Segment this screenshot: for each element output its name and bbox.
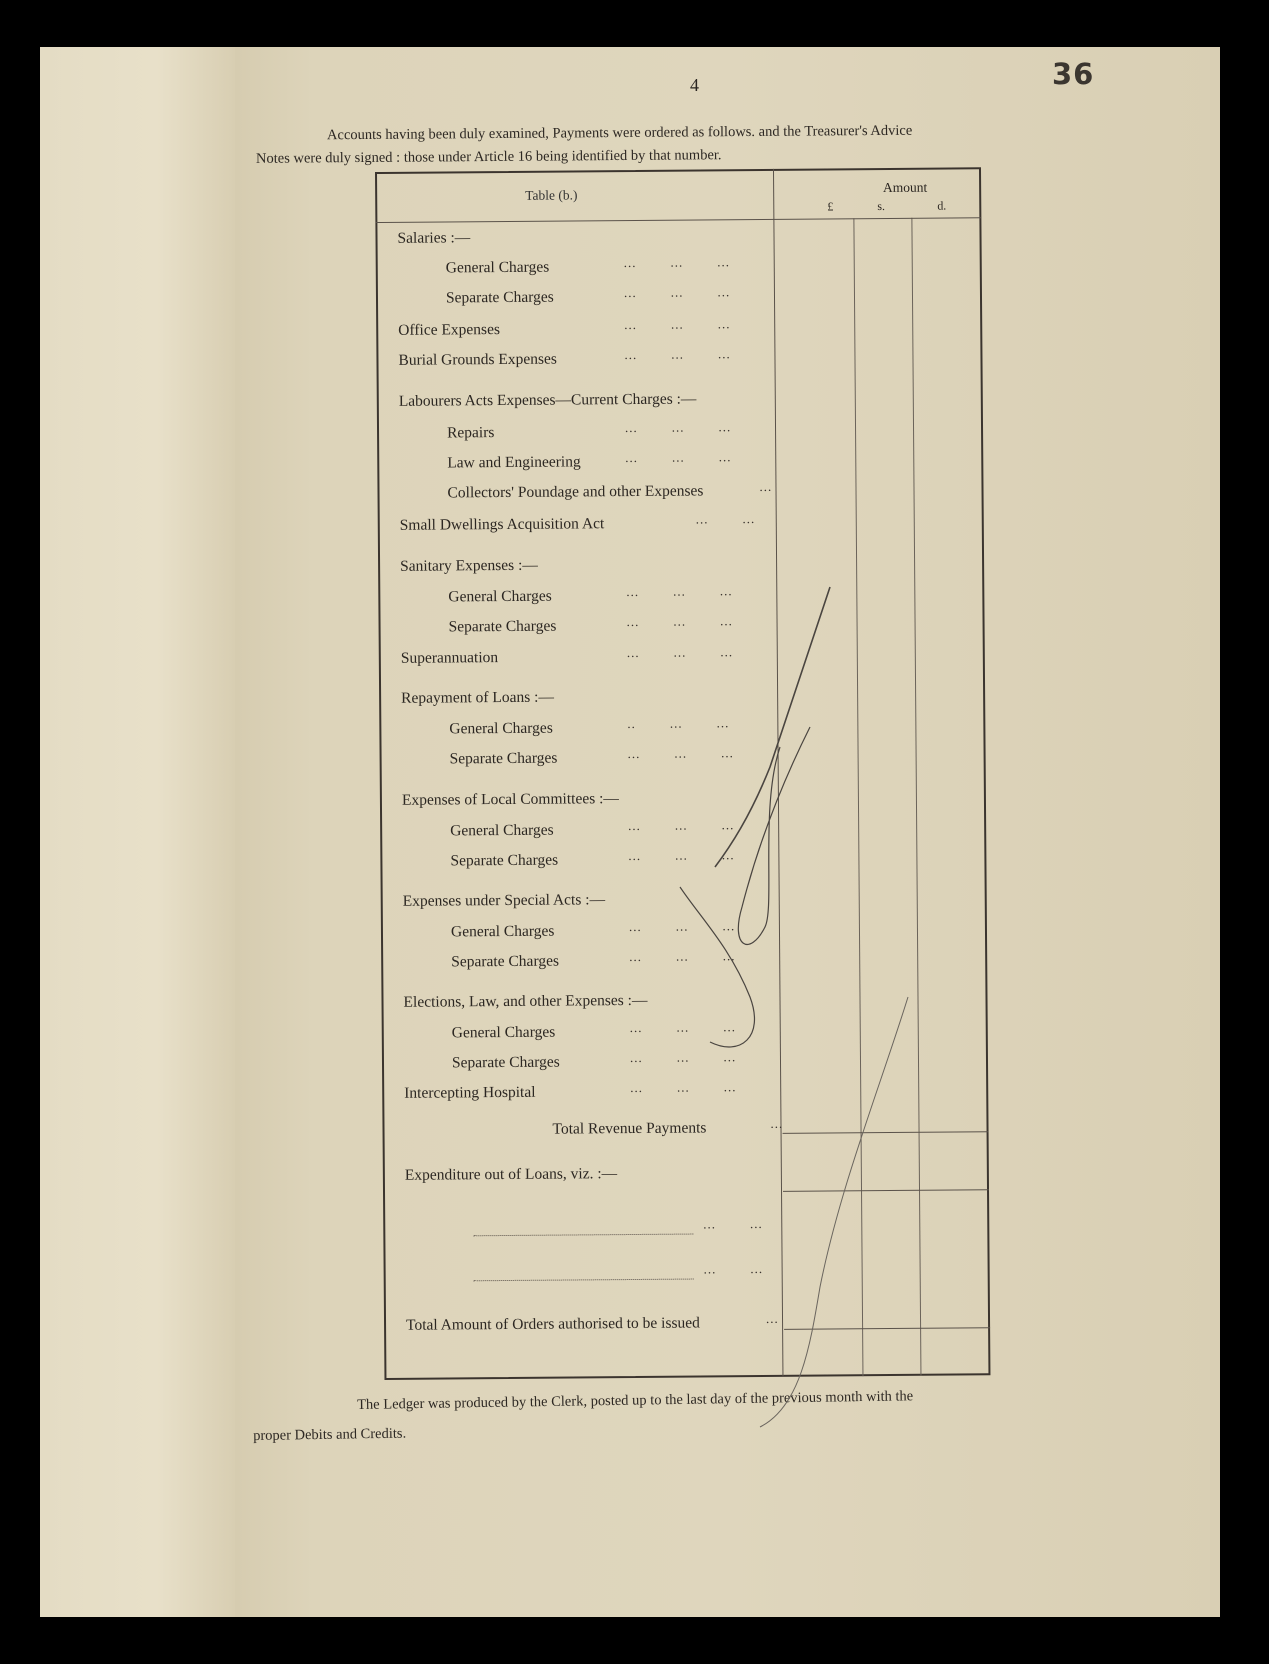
row-label: Office Expenses [398, 321, 501, 339]
row-label: Burial Grounds Expenses [398, 350, 557, 369]
leader-dots: ... ... ... [628, 817, 735, 834]
unit-pounds: £ [827, 199, 834, 214]
table-row [380, 789, 780, 818]
row-label: Total Amount of Orders authorised to be issued [405, 1314, 700, 1334]
row-label: General Charges [450, 821, 554, 840]
table-row [384, 1260, 784, 1293]
row-label: Superannuation [400, 649, 499, 667]
row-label: Separate Charges [448, 617, 557, 636]
row-label: Separate Charges [445, 288, 554, 307]
table-row [381, 890, 781, 919]
table-row [381, 991, 781, 1020]
row-label: Separate Charges [449, 749, 558, 768]
closing-line-2: proper Debits and Credits. [253, 1425, 407, 1444]
table-row [378, 511, 778, 543]
leader-dots: ... ... ... [630, 1079, 737, 1096]
leader-dots: ... ... ... [629, 1049, 737, 1066]
row-label: Labourers Acts Expenses—Current Charges :— [398, 390, 697, 410]
leader-dots: ... ... ... [629, 1019, 737, 1036]
leader-dots: ... ... [695, 511, 756, 527]
blank-entry-line [474, 1279, 694, 1282]
leader-dots: ... [765, 1310, 779, 1326]
table-row [383, 1215, 783, 1248]
leader-dots: ... ... [703, 1215, 763, 1232]
scanned-page [40, 47, 1220, 1617]
leader-dots: ... ... ... [625, 449, 732, 466]
table-row [379, 715, 779, 747]
row-label: General Charges [445, 258, 550, 277]
row-label: Separate Charges [451, 952, 560, 971]
row-label: General Charges [449, 719, 553, 738]
row-label: Separate Charges [450, 851, 559, 870]
table-row [382, 1079, 782, 1111]
leader-dots: ... ... ... [623, 284, 731, 301]
unit-shillings: s. [877, 198, 886, 214]
payments-table [375, 167, 990, 1380]
table-row [381, 948, 781, 980]
row-label: Separate Charges [451, 1053, 560, 1072]
row-label: Repairs [446, 424, 495, 442]
row-label: Repayment of Loans :— [401, 688, 555, 707]
table-row [379, 687, 779, 716]
table-row [380, 745, 780, 777]
row-label: Sanitary Expenses :— [400, 556, 538, 575]
row-label: General Charges [448, 587, 552, 606]
leader-dots: ... ... [703, 1260, 764, 1277]
leader-dots: ... ... ... [628, 918, 736, 935]
amount-header: Amount [882, 179, 928, 196]
table-row [381, 918, 781, 950]
leader-dots: ... ... ... [623, 254, 731, 271]
table-row [378, 555, 778, 584]
row-label: Expenditure out of Loans, viz. :— [404, 1165, 618, 1184]
leader-dots: ... ... ... [624, 316, 731, 333]
table-row [376, 254, 776, 286]
table-row [380, 847, 780, 879]
row-label: Expenses under Special Acts :— [402, 891, 606, 910]
row-label: Salaries :— [397, 229, 471, 247]
row-label: General Charges [450, 922, 555, 941]
leader-dots: ... ... ... [626, 644, 734, 661]
table-row [384, 1310, 784, 1343]
table-row [377, 419, 777, 451]
leader-dots: ... ... ... [624, 346, 731, 363]
table-row [382, 1115, 784, 1148]
intro-line-2: Notes were duly signed : those under Article 16 being identified by that number. [255, 147, 722, 167]
row-label: Law and Engineering [447, 453, 581, 472]
table-row [375, 227, 775, 256]
table-row [379, 613, 779, 645]
page-spine-margin [40, 47, 235, 1617]
table-row [378, 583, 778, 615]
unit-pence: d. [937, 198, 947, 213]
table-row [377, 449, 777, 481]
table-row [376, 284, 776, 316]
leader-dots: ... ... ... [629, 948, 736, 965]
table-row [383, 1164, 783, 1193]
table-row [382, 1019, 782, 1051]
table-row [377, 478, 777, 511]
leader-dots: ... ... ... [628, 847, 735, 864]
leader-dots: ... ... ... [626, 583, 733, 600]
table-row [380, 817, 780, 849]
leader-dots: ... ... ... [626, 613, 733, 630]
leader-dots: ... ... ... [624, 419, 732, 436]
leader-dots: .. ... ... [627, 715, 730, 732]
closing-line-1: The Ledger was produced by the Clerk, posted up to the last day of the previous month with the [357, 1388, 914, 1413]
blank-entry-line [473, 1234, 693, 1237]
row-label: Elections, Law, and other Expenses :— [403, 991, 648, 1011]
table-row [382, 1049, 782, 1081]
table-title: Table (b.) [525, 187, 578, 203]
table-row [376, 346, 776, 378]
leader-dots: ... [770, 1115, 784, 1131]
row-label: General Charges [451, 1023, 556, 1042]
table-row [379, 644, 779, 676]
row-label: Intercepting Hospital [404, 1083, 536, 1102]
leader-dots: ... ... ... [627, 745, 734, 762]
row-label: Small Dwellings Acquisition Act [399, 515, 605, 534]
intro-line-1: Accounts having been duly examined, Payments were ordered as follows. and the Treasurer's Advice [326, 122, 913, 144]
table-row [377, 390, 777, 419]
stamped-page-number: 36 [1052, 57, 1095, 91]
row-label: Expenses of Local Committees :— [401, 790, 619, 809]
folio-number: 4 [690, 75, 699, 95]
table-row [376, 316, 776, 348]
row-label: Total Revenue Payments [552, 1119, 707, 1138]
leader-dots: ... [759, 478, 773, 494]
row-label: Collectors' Poundage and other Expenses [447, 482, 704, 502]
